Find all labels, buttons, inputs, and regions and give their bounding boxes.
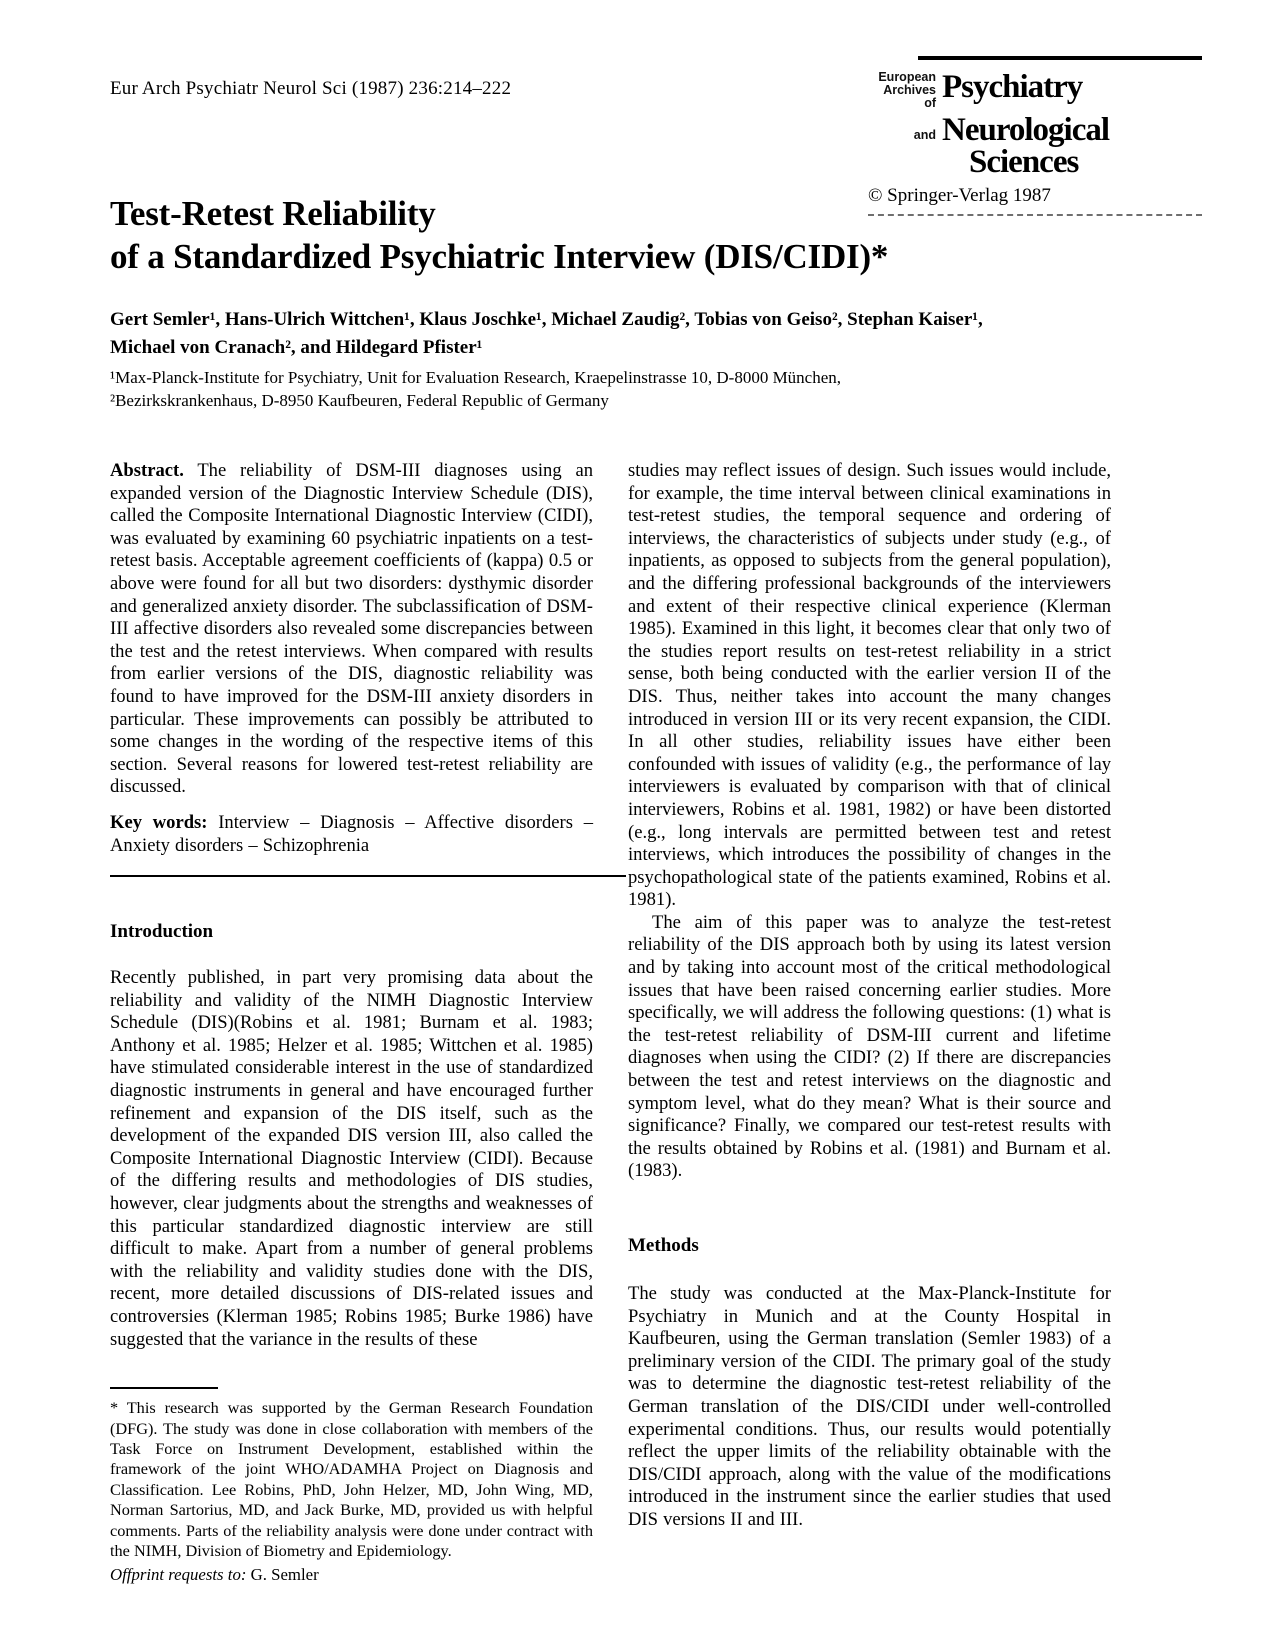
footnote-marker: *: [110, 1398, 119, 1418]
abstract-text: The reliability of DSM-III diagnoses using an expanded version of the Diagnostic Interview Schedule (DIS), called the Composite International Diagnostic Interview (CIDI), was evaluated by examining 60 psychiatric inpatients on a test-retest basis. Acceptable agreement coefficients of (kappa) 0.5 or above were found for all but two disorders: dysthymic disorder and generalized anxiety disorder. The subclassification of DSM-III affective disorders also revealed some discrepancies between the test and the retest interviews. When compared with results from earlier versions of the DIS, diagnostic reliability was found to have improved for the DSM-III anxiety disorders in particular. These improvements can possibly be attributed to some changes in the wording of the respective items of this section. Several reasons for lowered test-retest reliability are discussed.: [110, 460, 593, 798]
journal-logo: [868, 56, 1202, 216]
keywords-text: Interview – Diagnosis – Affective disorders – Anxiety disorders – Schizophrenia: [110, 811, 593, 856]
logo-word-psychiatry: Psychiatry: [942, 69, 1083, 105]
author-list: [110, 306, 1130, 362]
methods-paragraph: The study was conducted at the Max-Planck-Institute for Psychiatry in Munich and at the County Hospital in Kaufbeuren, using the German translation (Semler 1983) of a preliminary version of the CIDI. The primary goal of the study was to determine the diagnostic test-retest reliability of the German translation of the DIS/CIDI under well-controlled experimental conditions. Thus, our results would potentially reflect the upper limits of the reliability obtainable with the DIS/CIDI approach, along with the value of the modifications introduced in the instrument since the earlier studies that used DIS versions II and III.: [628, 1283, 1111, 1530]
paper-title-line2: of a Standardized Psychiatric Interview (DIS/CIDI)*: [110, 237, 889, 276]
body-columns: [110, 460, 1111, 1585]
introduction-heading: Introduction: [110, 921, 214, 943]
logo-and-label: and: [913, 128, 936, 142]
paper-title-line1: Test-Retest Reliability: [110, 194, 436, 233]
section-divider-rule: [110, 875, 626, 877]
logo-top-rule: [918, 56, 1202, 60]
continuation-paragraph: studies may reflect issues of design. Such issues would include, for example, the time interval between clinical examinations in test-retest studies, the temporal sequence and ordering of interviews, the characteristics of subjects under study (e.g., of inpatients, as opposed to subjects from the general population), and the differing professional backgrounds of the interviewers and extent of their respective clinical experience (Klerman 1985). Examined in this light, it becomes clear that only two of the studies report results on test-retest reliability in a strict sense, both being conducted with the earlier version II of the DIS. Thus, neither takes into account the many changes introduced in version III or its very recent expansion, the CIDI. In all other studies, reliability issues have either been confounded with issues of validity (e.g., the performance of lay interviewers is evaluated by comparison with that of clinical interviewers, Robins et al. 1981, 1982) or have been distorted (e.g., long intervals are permitted between test and retest interviews, which introduces the possibility of changes in the psychopathological state of the patients examined, Robins et al. 1981).: [628, 460, 1111, 911]
keywords-paragraph: [110, 812, 593, 857]
publisher-copyright: © Springer-Verlag 1987: [868, 185, 1051, 206]
footnote-text: This research was supported by the German Research Foundation (DFG). The study was done in close collaboration with members of the Task Force on Instrument Development, established within the framework of the joint WHO/ADAMHA Project on Diagnosis and Classification. Lee Robins, PhD, John Helzer, MD, John Wing, MD, Norman Sartorius, MD, and Jack Burke, MD, provided us with helpful comments. Parts of the reliability analysis were done under contract with the NIMH, Division of Biometry and Epidemiology.: [110, 1398, 593, 1561]
keywords-label: Key words:: [110, 811, 208, 833]
logo-bottom-rule: [868, 214, 1202, 216]
aim-paragraph: The aim of this paper was to analyze the test-retest reliability of the DIS approach both by using its latest version and by taking into account most of the critical methodological issues that have been raised concerning earlier studies. More specifically, we will address the following questions: (1) what is the test-retest reliability of DSM-III current and lifetime diagnoses when using the CIDI? (2) If there are discrepancies between the test and retest interviews on the diagnostic and symptom level, what do they mean? What is their source and significance? Finally, we compared our test-retest results with the results obtained by Robins et al. (1981) and Burnam et al. (1983).: [628, 911, 1111, 1182]
abstract-label: Abstract.: [110, 460, 184, 481]
logo-word-neurological: Neurological: [942, 112, 1110, 148]
affiliation-1: ¹Max-Planck-Institute for Psychiatry, Unit for Evaluation Research, Kraepelinstrasse 10, D-8000 München,: [110, 368, 842, 387]
paper-title: [110, 192, 888, 278]
author-line1: Gert Semler¹, Hans-Ulrich Wittchen¹, Klaus Joschke¹, Michael Zaudig², Tobias von Geiso², Stephan Kaiser¹,: [110, 309, 983, 330]
affiliations: [110, 366, 1130, 412]
right-column: [628, 460, 1111, 1585]
logo-grid: [868, 71, 1202, 178]
affiliation-2: ²Bezirkskrankenhaus, D-8950 Kaufbeuren, Federal Republic of Germany: [110, 391, 609, 410]
methods-heading: Methods: [628, 1235, 699, 1256]
logo-publisher-label: [868, 71, 936, 114]
footnote-rule: [110, 1387, 218, 1389]
abstract-paragraph: [110, 460, 593, 799]
offprint-line: [110, 1564, 593, 1585]
introduction-paragraph: Recently published, in part very promising data about the reliability and validity of the NIMH Diagnostic Interview Schedule (DIS)(Robins et al. 1981; Burnam et al. 1983; Anthony et al. 1985; Helzer et al. 1985; Wittchen et al. 1985) have stimulated considerable interest in the use of standardized diagnostic instruments in general and have encouraged further refinement and expansion of the DIS itself, such as the development of the expanded DIS version III, also called the Composite International Diagnostic Interview (CIDI). Because of the differing results and methodologies of DIS studies, however, clear judgments about the strengths and weaknesses of this particular standardized diagnostic interview are still difficult to make. Apart from a number of general problems with the reliability and validity studies done with the DIS, recent, more detailed discussions of DIS-related issues and controversies (Klerman 1985; Robins 1985; Burke 1986) have suggested that the variance in the results of these: [110, 967, 593, 1350]
left-column: [110, 460, 593, 1585]
footnote-paragraph: [110, 1398, 593, 1561]
logo-word-sciences: Sciences: [969, 144, 1079, 180]
journal-citation: Eur Arch Psychiatr Neurol Sci (1987) 236:214–222: [110, 78, 512, 99]
logo-spacer: [868, 146, 936, 178]
offprint-label: Offprint requests to:: [110, 1565, 247, 1585]
logo-publisher-line1: European: [878, 70, 936, 84]
footnote-block: [110, 1387, 593, 1585]
offprint-value: G. Semler: [250, 1565, 319, 1585]
logo-publisher-line2: Archives of: [883, 83, 936, 110]
author-line2: Michael von Cranach², and Hildegard Pfister¹: [110, 337, 483, 358]
